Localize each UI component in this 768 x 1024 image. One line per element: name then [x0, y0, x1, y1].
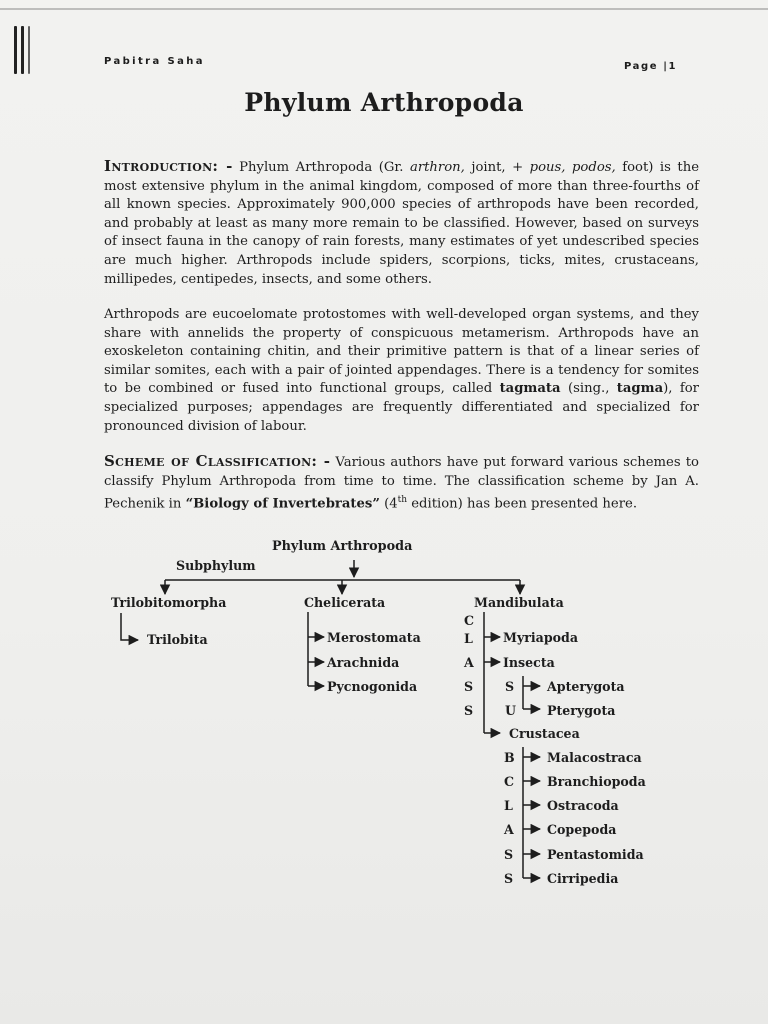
- class-letter: S: [464, 703, 474, 718]
- crustacea-class-letter: A: [504, 822, 514, 837]
- edition-superscript: th: [397, 495, 408, 506]
- class-letter: L: [464, 631, 473, 646]
- class-branchiopoda: Branchiopoda: [547, 774, 646, 789]
- class-pycnogonida: Pycnogonida: [327, 679, 418, 694]
- arthro-text: (sing.,: [560, 381, 617, 397]
- intro-text: foot) is the most extensive phylum in the animal kingdom, composed of more than three-fourths of all known species. Approximately 900,000 species of arthropods have been recorded, and probably at least as many more remain to be classified. However, based on surveys of insect fauna in the canopy of rain forests, many estimates of yet undescribed species are much higher. Arthropods include spiders, scorpions, ticks, mites, crustaceans, millipedes, centipedes, insects, and some others.: [104, 160, 700, 287]
- subclass-letter: U: [505, 703, 516, 718]
- intro-term: pous, podos,: [529, 160, 616, 175]
- term-tagma: tagma: [616, 381, 664, 397]
- subclass-apterygota: Apterygota: [547, 679, 625, 694]
- subphylum-trilobitomorpha: Trilobitomorpha: [111, 595, 227, 610]
- crustacea-class-letter: S: [504, 847, 514, 862]
- classification-heading: Scheme of Classification: -: [104, 452, 331, 470]
- class-cirripedia: Cirripedia: [547, 871, 619, 886]
- scheme-text: Various authors have put forward various schemes to classify Phylum Arthropoda from time to time. The classification scheme by Jan A. Pechenik in: [104, 455, 699, 512]
- tree-root-phylum: Phylum Arthropoda: [272, 539, 413, 554]
- arthro-text: ), for specialized purposes; appendages are frequently differentiated and specialized for pronounced division of labour.: [104, 381, 699, 434]
- tree-subphylum-label: Subphylum: [176, 558, 256, 573]
- class-arachnida: Arachnida: [327, 655, 400, 670]
- term-tagmata: tagmata: [499, 381, 561, 397]
- crustacea-class-letter: C: [504, 774, 515, 789]
- introduction-heading: Introduction: -: [104, 157, 233, 175]
- class-malacostraca: Malacostraca: [547, 750, 642, 765]
- header-author: Pabitra Saha: [104, 56, 205, 67]
- class-letter: C: [464, 613, 475, 628]
- intro-text: Phylum Arthropoda (Gr.: [232, 160, 410, 175]
- subclass-letter: S: [505, 679, 515, 694]
- group-crustacea: Crustacea: [509, 726, 580, 741]
- subphylum-chelicerata: Chelicerata: [304, 595, 386, 610]
- page-title: Phylum Arthropoda: [244, 88, 524, 117]
- book-title: “Biology of Invertebrates”: [185, 496, 380, 512]
- crustacea-class-letter: L: [504, 798, 513, 813]
- crustacea-class-letter: B: [504, 750, 515, 765]
- class-insecta: Insecta: [503, 655, 555, 670]
- class-ostracoda: Ostracoda: [547, 798, 619, 813]
- class-pentastomida: Pentastomida: [547, 847, 644, 862]
- class-letter: A: [464, 655, 474, 670]
- scheme-text: edition) has been presented here.: [407, 496, 638, 512]
- crustacea-class-letter: S: [504, 871, 514, 886]
- class-myriapoda: Myriapoda: [503, 630, 579, 645]
- arthro-text: Arthropods are eucoelomate protostomes with well-developed organ systems, and they share with annelids the property of conspicuous metamerism. Arthropods have an exoskeleton containing chitin, and their primitive pattern is that of a linear series of similar somites, each with a pair of jointed appendages. There is a tendency for somites to be combined or fused into functional groups, called: [104, 307, 699, 397]
- class-merostomata: Merostomata: [327, 630, 421, 645]
- class-letter: S: [464, 679, 474, 694]
- scheme-text: (4: [379, 496, 398, 512]
- subclass-pterygota: Pterygota: [547, 703, 616, 718]
- subphylum-mandibulata: Mandibulata: [474, 595, 564, 610]
- header-page-number: Page |1: [624, 61, 678, 72]
- intro-term: arthron,: [409, 160, 465, 175]
- class-copepoda: Copepoda: [547, 822, 617, 837]
- intro-text: joint, +: [464, 160, 530, 175]
- class-trilobita: Trilobita: [147, 632, 208, 647]
